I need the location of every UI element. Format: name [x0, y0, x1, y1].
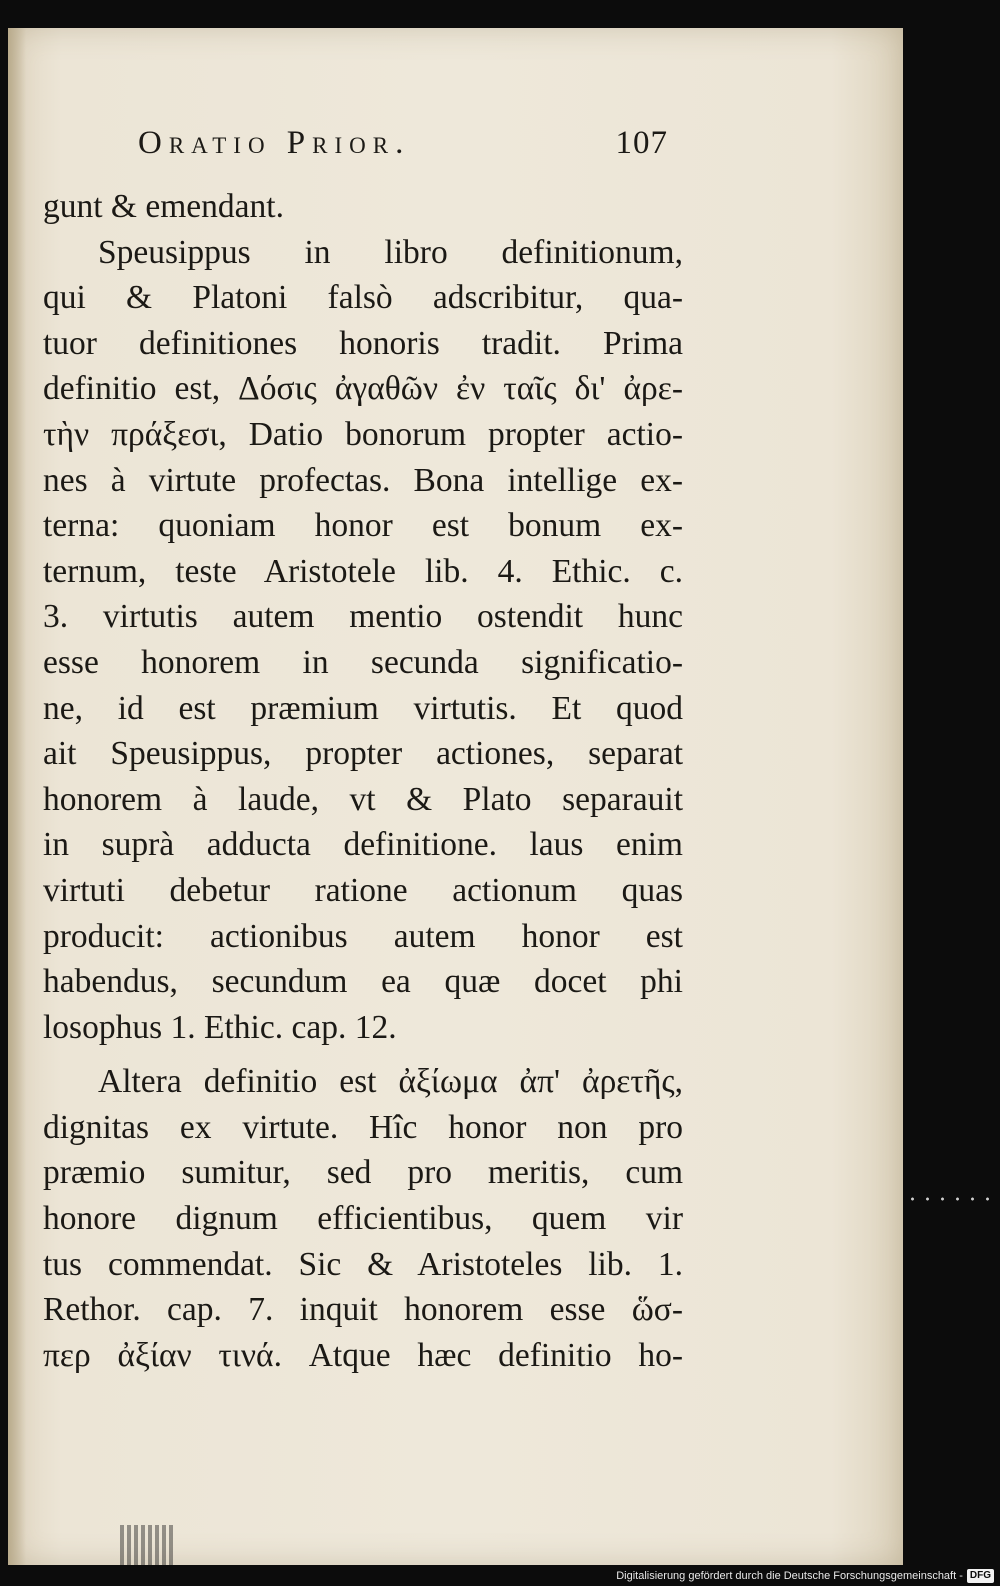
text-line: honorem à laude, vt & Plato separauit [43, 780, 683, 818]
text-line: honore dignum efficientibus, quem vir [43, 1200, 683, 1238]
text-line: producit: actionibus autem honor est [43, 917, 683, 955]
running-head [138, 125, 668, 169]
text-line: definitio est, Δόσις ἀγαθῶν ἐν ταῖς δι' ἀρε- [43, 370, 683, 408]
running-title: Oratio Prior. [138, 125, 411, 161]
page-gutter-shadow [8, 28, 26, 1565]
text-line: præmio sumitur, sed pro meritis, cum [43, 1154, 683, 1192]
text-line: περ ἀξίαν τινά. Atque hæc definitio ho- [43, 1336, 683, 1374]
text-line: ait Speusippus, propter actiones, separat [43, 735, 683, 773]
scan-dots-decoration [905, 1196, 995, 1202]
page-number: 107 [615, 125, 668, 161]
text-line: ne, id est præmium virtutis. Et quod [43, 689, 683, 727]
footer-credit: Digitalisierung gefördert durch die Deutsche Forschungsgemeinschaft - [616, 1570, 963, 1582]
text-line: Rethor. cap. 7. inquit honorem esse ὥσ- [43, 1291, 683, 1329]
text-line: tuor definitiones honoris tradit. Prima [43, 324, 683, 362]
text-line: Speusippus in libro definitionum, [98, 233, 683, 271]
binding-strip [120, 1525, 175, 1565]
text-line: gunt & emendant. [43, 188, 284, 225]
book-page [8, 28, 903, 1565]
text-line: qui & Platoni falsò adscribitur, qua- [43, 279, 683, 317]
text-line: virtuti debetur ratione actionum quas [43, 871, 683, 909]
text-line: nes à virtute profectas. Bona intellige ex- [43, 461, 683, 499]
text-line: ternum, teste Aristotele lib. 4. Ethic. c. [43, 552, 683, 590]
text-line: dignitas ex virtute. Hîc honor non pro [43, 1108, 683, 1146]
text-line: tus commendat. Sic & Aristoteles lib. 1. [43, 1245, 683, 1283]
text-line: τὴν πράξεσι, Datio bonorum propter actio- [43, 415, 683, 453]
paragraph-gap [43, 1050, 683, 1059]
text-line: 3. virtutis autem mentio ostendit hunc [43, 598, 683, 636]
digitization-footer [616, 1566, 994, 1586]
text-line: losophus 1. Ethic. cap. 12. [43, 1008, 397, 1046]
body-text [43, 184, 683, 1378]
text-line: esse honorem in secunda significatio- [43, 643, 683, 681]
dfg-logo-icon: DFG [967, 1569, 994, 1583]
text-line: Altera definitio est ἀξίωμα ἀπ' ἀρετῆς, [98, 1063, 683, 1101]
text-line: terna: quoniam honor est bonum ex- [43, 507, 683, 545]
text-line: habendus, secundum ea quæ docet phi [43, 963, 683, 1001]
text-line: in suprà adducta definitione. laus enim [43, 826, 683, 864]
